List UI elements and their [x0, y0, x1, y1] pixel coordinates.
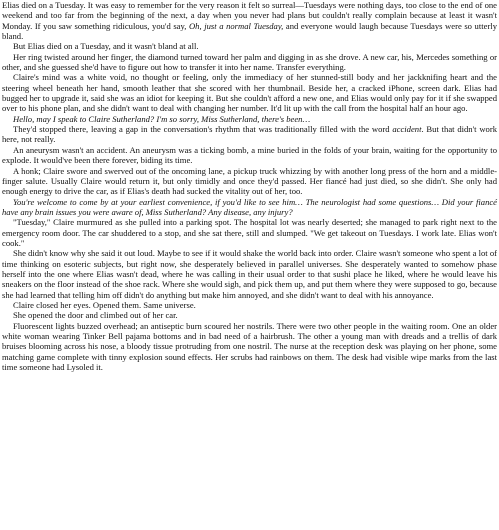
- paragraph-9: [2, 197, 497, 218]
- paragraph-7: [2, 145, 497, 166]
- paragraph-2: [2, 41, 497, 51]
- text-run: Claire closed her eyes. Opened them. Same universe.: [13, 299, 196, 310]
- paragraph-5: [2, 114, 497, 124]
- text-run: But Elias died on a Tuesday, and it wasn't bland at all.: [13, 41, 199, 52]
- paragraph-12: [2, 300, 497, 310]
- italic-text-run: accident: [392, 124, 422, 135]
- text-run: An aneurysm wasn't an accident. An aneurysm was a ticking bomb, a mine buried in the folds of your brain, waiting for the opportunity to explode. It would've been there forever, biding its time.: [2, 144, 497, 166]
- italic-text-run: You're welcome to come by at your earliest convenience, if you'd like to see him… The neurologist had some questions… Did your fiancé have any brain issues you were aware of, Miss Sutherland? Any disease, any injury?: [2, 196, 497, 217]
- paragraph-4: [2, 72, 497, 113]
- paragraph-8: [2, 166, 497, 197]
- paragraph-3: [2, 52, 497, 73]
- paragraph-13: [2, 310, 497, 320]
- text-run: She didn't know why she said it out loud. Maybe to see if it would shake the world back into order. Claire wasn't someone who spent a lot of time thinking on esoteric subjects, but right now, she desperately believed in parallel universes. She desperately wanted to somehow phase herself into the one where Elias wasn't dead, where he was calling in their usual order to that sushi place he liked, where he would leave his sneakers on the floor instead of the shoe rack. Where she would sigh, and pick them up, and put them where they were supposed to go, because she had learned that telling him off didn't do anything but make him annoyed, and she didn't want to deal with his annoyance.: [2, 248, 497, 300]
- text-run: Elias died on a Tuesday. It was easy to remember for the very reason it felt so surreal—Tuesdays were nothing days, too close to the end of one weekend and too far from the beginning of the next, a day when you never had plans but couldn't really complain because at least it wasn't Monday. If you saw something ridiculous, you'd say,: [2, 0, 497, 31]
- italic-text-run: Hello, may I speak to Claire Sutherland? I'm so sorry, Miss Sutherland, there's been…: [13, 113, 311, 124]
- text-run: "Tuesday," Claire murmured as she pulled into a parking spot. The hospital lot was nearly deserted; she managed to park right next to the emergency room door. The car shuddered to a stop, and she sat there, still and slumped. "We get takeout on Tuesdays. I work late. Elias won't cook.": [2, 217, 497, 248]
- text-run: Her ring twisted around her finger, the diamond turned toward her palm and digging in as she drove. A new car, his, Mercedes something or other, and she guessed she'd have to figure out how to transfer it into her name. Transfer everything.: [2, 51, 497, 73]
- text-run: . But that didn't work here, not really.: [2, 124, 498, 145]
- paragraph-6: [2, 124, 497, 145]
- text-run: Fluorescent lights buzzed overhead; an antiseptic burn scoured her nostrils. There were two other people in the waiting room. One an older white woman wearing Tinker Bell pajama bottoms and in bad need of a hairbrush. The other a young man with dreads and a trellis of dark bruises blooming across his nose, a bloody tissue protruding from one nostril. The nurse at the reception desk was playing on her phone, some matching game complete with tinny explosion sound effects. Her scrubs had rainbows on them. The desk had visible wipe marks from the last time someone had Lysoled it.: [2, 320, 497, 373]
- text-run: She opened the door and climbed out of her car.: [13, 310, 178, 321]
- text-run: They'd stopped there, leaving a gap in the conversation's rhythm that was traditionally filled with the word: [13, 124, 393, 135]
- paragraph-11: [2, 248, 497, 300]
- text-run: and everyone would laugh because Tuesdays were so utterly bland.: [2, 20, 497, 42]
- paragraph-10: [2, 217, 497, 248]
- paragraph-1: [2, 0, 497, 41]
- text-run: A honk; Claire swore and swerved out of the oncoming lane, a pickup truck whizzing by with another long press of the horn and a middle-finger salute. Usually Claire would return it, but only timidly and once they'd passed. Her fiancé had just died, so she didn't. She only had enough energy to drive the car, as if Elias's death had sucked the vitality out of her, too.: [2, 165, 497, 197]
- text-run: Claire's mind was a white void, no thought or feeling, only the immediacy of her stunned-still body and her jackknifing heart and the steering wheel beneath her hand, smooth leather that she scored with her thumbnail. Beside her, a cracked iPhone, screen dark. Elias had bugged her to upgrade it, said she was an idiot for keeping it. But she couldn't afford a new one, and Elias would only pay for it if she swapped over to his phone plan, and she didn't want to deal with changing her number. It'd lit up with the call from the hospital half an hour ago.: [2, 72, 497, 114]
- paragraph-14: [2, 321, 497, 373]
- italic-text-run: Oh, just a normal Tuesday,: [188, 20, 284, 31]
